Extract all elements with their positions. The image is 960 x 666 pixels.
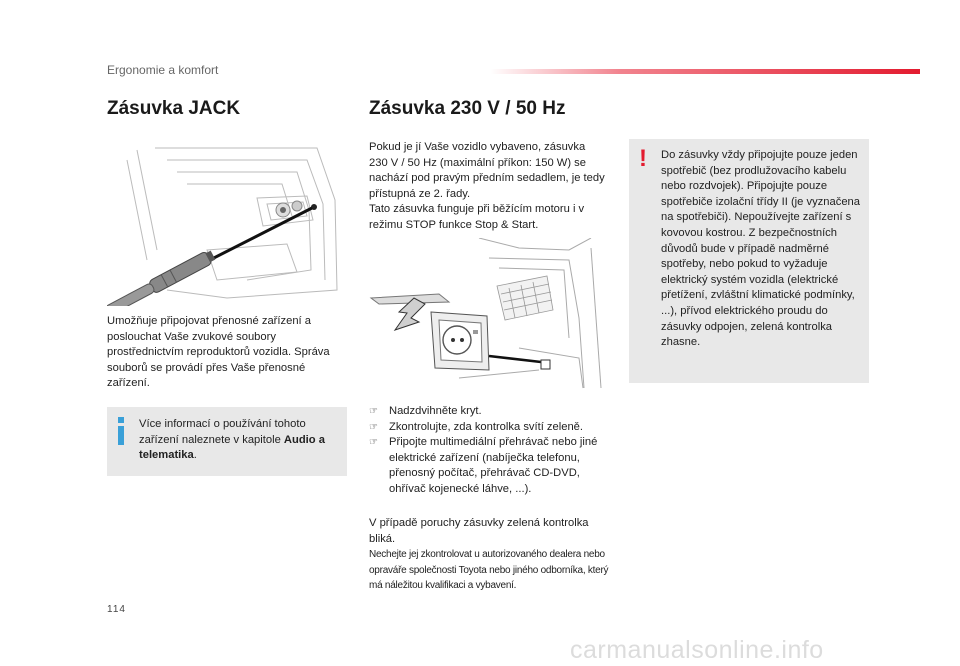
step-text: Připojte multimediální přehrávač nebo jiné elektrické zařízení (nabíječka telefonu, přenosný počítač, přehrávač CD-DVD, ohřívač kojenecké láhve, ...).: [389, 436, 598, 495]
watermark: carmanualsonline.info: [570, 636, 824, 664]
jack-description: Umožňuje připojovat přenosné zařízení a poslouchat Vaše zvukové soubory prostřednictvím reproduktorů vozidla. Správa souborů se provádí přes Vaše přenosné zařízení.: [107, 315, 330, 390]
info-text: [139, 417, 339, 464]
step-pointer-icon: ☞: [369, 437, 378, 449]
header-accent-bar: [490, 69, 920, 74]
230v-socket-illustration: [369, 238, 605, 393]
fault-service-text: Nechejte jej zkontrolovat u autorizovaného dealera nebo opraváře společnosti Toyota nebo jiného odborníka, který má náležitou kvalifikaci a vybavení.: [369, 549, 609, 592]
steps-list: [369, 404, 609, 498]
fault-note: [369, 516, 609, 594]
step-item: [369, 420, 609, 436]
step-text: Zkontrolujte, zda kontrolka svítí zeleně.: [389, 420, 584, 433]
info-text-body: Více informací o používání tohoto zařízení naleznete v kapitole: [139, 418, 306, 446]
step-text: Nadzdvihněte kryt.: [389, 405, 482, 417]
page-number: 114: [107, 604, 126, 615]
info-icon: [116, 417, 126, 445]
step-pointer-icon: ☞: [369, 406, 378, 417]
socket230-intro-text: Pokud je jí Vaše vozidlo vybaveno, zásuvka 230 V / 50 Hz (maximální příkon: 150 W) se nachází pod pravým předním sedadlem, je tedy přístupná ze 2. řady.: [369, 141, 605, 200]
fault-text: V případě poruchy zásuvky zelená kontrolka bliká.: [369, 517, 589, 545]
socket230-title: Zásuvka 230 V / 50 Hz: [369, 98, 566, 119]
info-chapter-reference: Audio a telematika: [139, 433, 325, 462]
warning-box: [629, 139, 869, 383]
jack-socket-illustration: [107, 140, 347, 306]
socket230-intro-text-2: Tato zásuvka funguje při běžícím motoru i v režimu STOP funkce Stop & Start.: [369, 203, 585, 231]
step-item: [369, 435, 609, 497]
info-box: [107, 407, 347, 476]
step-pointer-icon: ☞: [369, 421, 378, 433]
warning-exclamation-icon: !: [639, 145, 647, 172]
socket230-intro: [369, 140, 605, 234]
jack-title: Zásuvka JACK: [107, 98, 241, 119]
section-label: Ergonomie a komfort: [107, 63, 219, 77]
step-item: [369, 404, 609, 420]
warning-text: Do zásuvky vždy připojujte pouze jeden spotřebič (bez prodlužovacího kabelu nebo rozdvojek). Připojujte pouze spotřebiče izolační třídy II (je vyznačena na spotřebiči). Nepoužívejte zařízení s kovovou kostrou. Z bezpečnostních důvodů bude v případě nadměrné spotřeby, nebo pokud to vyžaduje elektrický systém vozidla (elektrické přetížení, zvláštní klimatické podmínky, ...), přívod elektrického proudu do zásuvky odpojen, zelená kontrolka zhasne.: [661, 149, 860, 349]
info-text-end: .: [193, 449, 197, 462]
